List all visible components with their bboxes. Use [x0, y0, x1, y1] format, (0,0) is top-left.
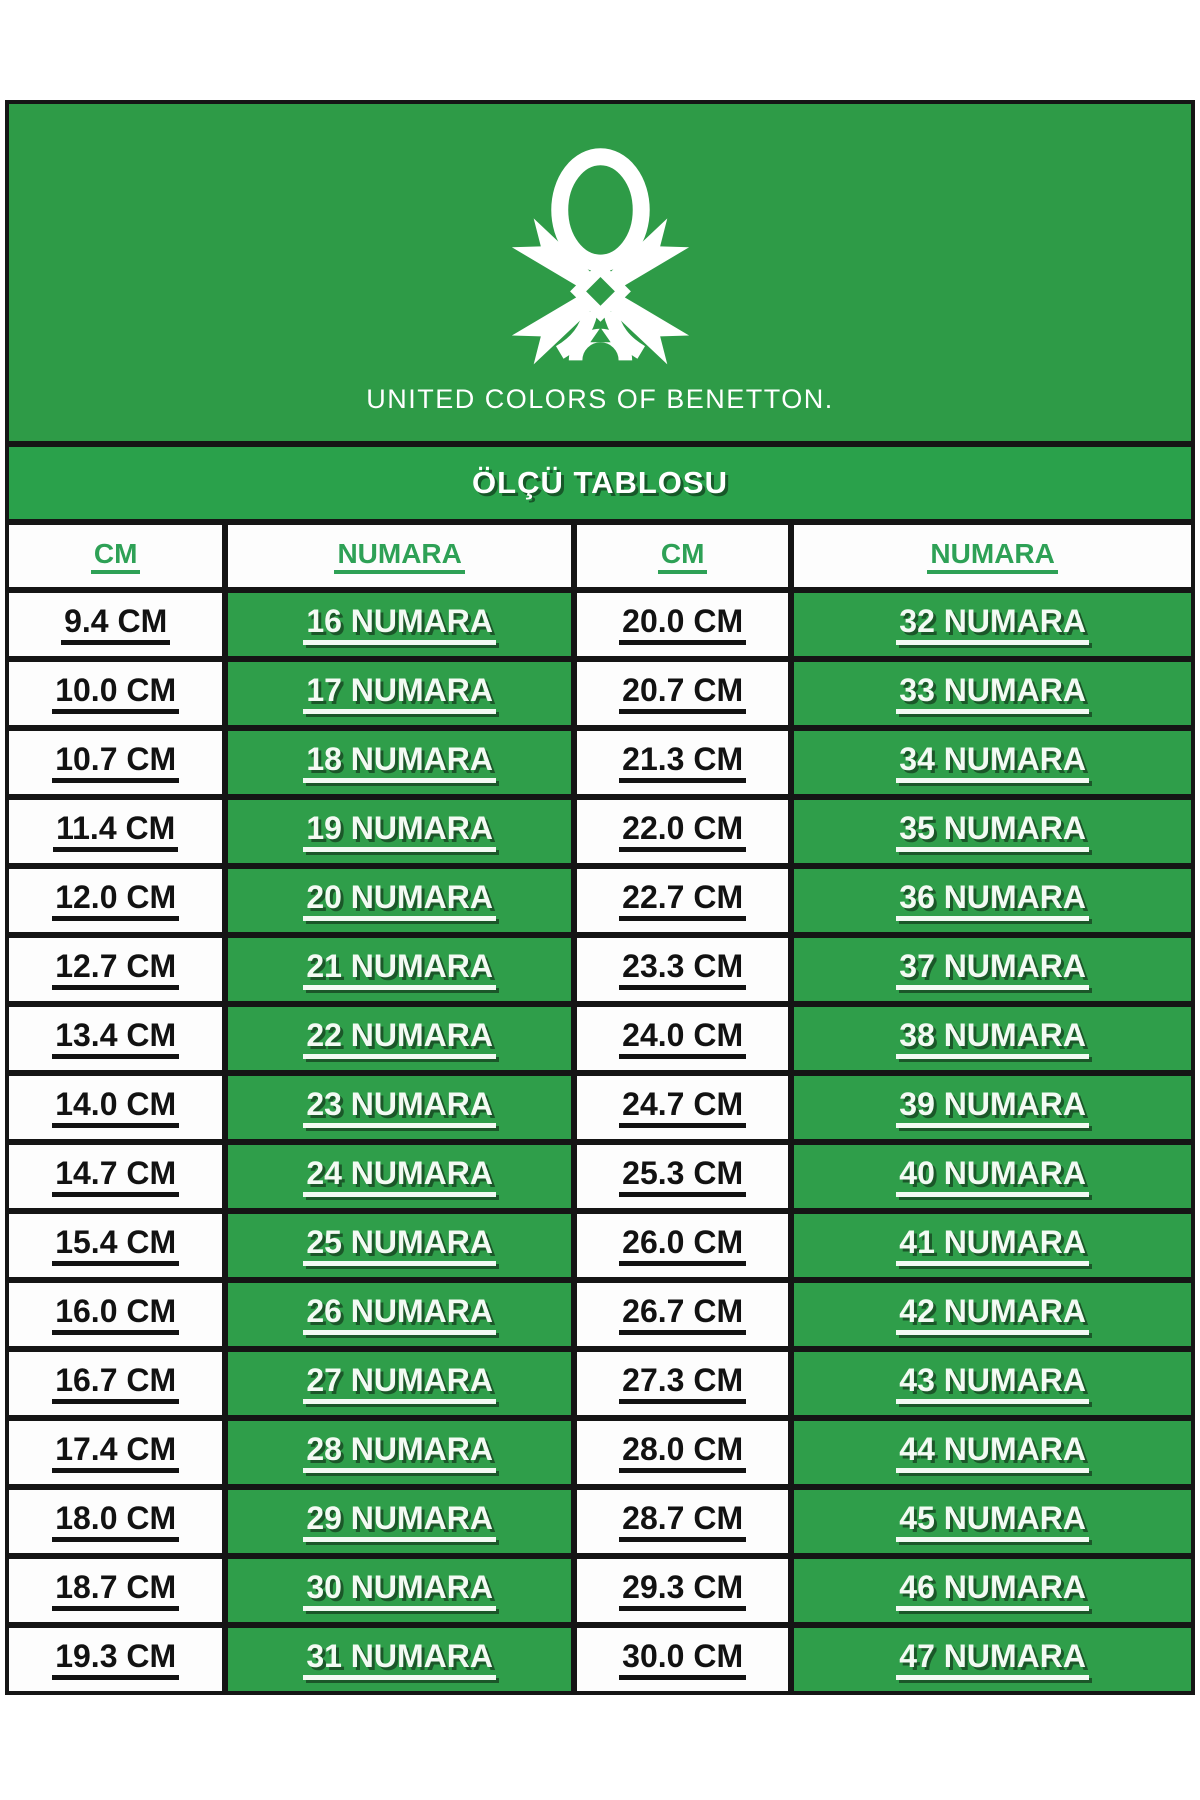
cm-value-cell	[577, 1628, 788, 1691]
cm-value-cell	[577, 1007, 788, 1070]
numara-value: 28 NUMARA	[303, 1432, 496, 1473]
size-table	[9, 525, 1191, 1691]
numara-value-cell	[794, 662, 1191, 725]
brand-header	[9, 104, 1191, 441]
cm-value-cell	[577, 731, 788, 794]
numara-value: 16 NUMARA	[303, 604, 496, 645]
numara-value: 44 NUMARA	[896, 1432, 1089, 1473]
cm-value: 18.0 CM	[52, 1501, 179, 1542]
numara-value-cell	[794, 731, 1191, 794]
numara-value-cell	[794, 869, 1191, 932]
numara-value-cell	[794, 1559, 1191, 1622]
cm-value-cell	[9, 1628, 222, 1691]
cm-value-cell	[9, 1352, 222, 1415]
numara-value-cell	[228, 1007, 571, 1070]
numara-value: 32 NUMARA	[896, 604, 1089, 645]
title-band	[9, 447, 1191, 519]
cm-value-cell	[577, 869, 788, 932]
cm-value: 18.7 CM	[52, 1570, 179, 1611]
numara-value-cell	[794, 1628, 1191, 1691]
cm-value: 14.0 CM	[52, 1087, 179, 1128]
numara-value: 23 NUMARA	[303, 1087, 496, 1128]
numara-value-cell	[228, 938, 571, 1001]
cm-value-cell	[9, 1145, 222, 1208]
cm-value-cell	[577, 1076, 788, 1139]
cm-value-cell	[577, 1421, 788, 1484]
numara-value-cell	[794, 1352, 1191, 1415]
cm-value: 10.0 CM	[52, 673, 179, 714]
cm-value: 13.4 CM	[52, 1018, 179, 1059]
column-header-label: CM	[658, 539, 708, 574]
cm-value: 17.4 CM	[52, 1432, 179, 1473]
cm-value: 10.7 CM	[52, 742, 179, 783]
numara-value: 34 NUMARA	[896, 742, 1089, 783]
cm-value: 25.3 CM	[619, 1156, 746, 1197]
cm-value: 24.7 CM	[619, 1087, 746, 1128]
cm-value-cell	[9, 869, 222, 932]
numara-value-cell	[228, 1559, 571, 1622]
cm-value: 16.0 CM	[52, 1294, 179, 1335]
benetton-knot-icon	[476, 142, 725, 374]
numara-value: 41 NUMARA	[896, 1225, 1089, 1266]
numara-value-cell	[794, 1421, 1191, 1484]
cm-value: 14.7 CM	[52, 1156, 179, 1197]
numara-value-cell	[228, 1076, 571, 1139]
numara-value-cell	[228, 731, 571, 794]
numara-value: 17 NUMARA	[303, 673, 496, 714]
cm-value-cell	[9, 1007, 222, 1070]
cm-value-cell	[9, 731, 222, 794]
cm-value-cell	[9, 800, 222, 863]
numara-value-cell	[794, 1490, 1191, 1553]
cm-value-cell	[577, 800, 788, 863]
numara-value-cell	[794, 1145, 1191, 1208]
numara-value: 37 NUMARA	[896, 949, 1089, 990]
numara-value-cell	[228, 1214, 571, 1277]
cm-value-cell	[577, 1145, 788, 1208]
cm-value: 24.0 CM	[619, 1018, 746, 1059]
cm-value: 19.3 CM	[52, 1639, 179, 1680]
cm-value: 20.7 CM	[619, 673, 746, 714]
numara-value: 21 NUMARA	[303, 949, 496, 990]
numara-value: 22 NUMARA	[303, 1018, 496, 1059]
numara-value-cell	[794, 800, 1191, 863]
cm-value-cell	[9, 1283, 222, 1346]
column-header-cm	[9, 525, 222, 587]
numara-value-cell	[228, 800, 571, 863]
numara-value-cell	[228, 1283, 571, 1346]
cm-value: 28.0 CM	[619, 1432, 746, 1473]
numara-value: 35 NUMARA	[896, 811, 1089, 852]
cm-value-cell	[9, 1421, 222, 1484]
cm-value: 9.4 CM	[61, 604, 170, 645]
numara-value-cell	[228, 1421, 571, 1484]
cm-value-cell	[9, 1076, 222, 1139]
column-header-label: NUMARA	[334, 539, 464, 574]
numara-value: 36 NUMARA	[896, 880, 1089, 921]
cm-value-cell	[577, 662, 788, 725]
numara-value: 43 NUMARA	[896, 1363, 1089, 1404]
numara-value: 24 NUMARA	[303, 1156, 496, 1197]
cm-value-cell	[577, 1490, 788, 1553]
cm-value: 26.0 CM	[619, 1225, 746, 1266]
numara-value: 45 NUMARA	[896, 1501, 1089, 1542]
numara-value: 30 NUMARA	[303, 1570, 496, 1611]
cm-value: 20.0 CM	[619, 604, 746, 645]
column-header-numara	[794, 525, 1191, 587]
numara-value: 27 NUMARA	[303, 1363, 496, 1404]
cm-value-cell	[9, 1559, 222, 1622]
column-header-numara	[228, 525, 571, 587]
numara-value-cell	[794, 1283, 1191, 1346]
cm-value: 27.3 CM	[619, 1363, 746, 1404]
numara-value: 18 NUMARA	[303, 742, 496, 783]
cm-value: 15.4 CM	[52, 1225, 179, 1266]
cm-value: 30.0 CM	[619, 1639, 746, 1680]
cm-value-cell	[577, 1214, 788, 1277]
numara-value-cell	[794, 938, 1191, 1001]
numara-value: 39 NUMARA	[896, 1087, 1089, 1128]
numara-value: 47 NUMARA	[896, 1639, 1089, 1680]
numara-value-cell	[228, 1490, 571, 1553]
column-header-cm	[577, 525, 788, 587]
numara-value-cell	[794, 1076, 1191, 1139]
cm-value-cell	[9, 1214, 222, 1277]
cm-value-cell	[577, 593, 788, 656]
cm-value: 12.7 CM	[52, 949, 179, 990]
numara-value: 20 NUMARA	[303, 880, 496, 921]
numara-value-cell	[794, 1007, 1191, 1070]
numara-value: 38 NUMARA	[896, 1018, 1089, 1059]
title-band-text: ÖLÇÜ TABLOSU	[472, 465, 728, 500]
cm-value: 16.7 CM	[52, 1363, 179, 1404]
cm-value-cell	[577, 1559, 788, 1622]
numara-value: 33 NUMARA	[896, 673, 1089, 714]
cm-value: 11.4 CM	[53, 811, 178, 852]
column-header-label: CM	[91, 539, 141, 574]
cm-value-cell	[9, 1490, 222, 1553]
numara-value: 19 NUMARA	[303, 811, 496, 852]
cm-value: 28.7 CM	[619, 1501, 746, 1542]
size-chart-sheet	[5, 100, 1195, 1695]
numara-value: 31 NUMARA	[303, 1639, 496, 1680]
cm-value-cell	[9, 593, 222, 656]
cm-value-cell	[577, 938, 788, 1001]
cm-value: 29.3 CM	[619, 1570, 746, 1611]
brand-wordmark: UNITED COLORS OF BENETTON.	[366, 384, 834, 414]
numara-value-cell	[228, 1352, 571, 1415]
cm-value: 12.0 CM	[52, 880, 179, 921]
numara-value: 46 NUMARA	[896, 1570, 1089, 1611]
numara-value-cell	[228, 1145, 571, 1208]
cm-value-cell	[577, 1352, 788, 1415]
cm-value: 22.7 CM	[619, 880, 746, 921]
cm-value: 22.0 CM	[619, 811, 746, 852]
cm-value-cell	[577, 1283, 788, 1346]
numara-value: 25 NUMARA	[303, 1225, 496, 1266]
numara-value: 40 NUMARA	[896, 1156, 1089, 1197]
cm-value-cell	[9, 938, 222, 1001]
cm-value: 21.3 CM	[619, 742, 746, 783]
numara-value: 26 NUMARA	[303, 1294, 496, 1335]
cm-value: 23.3 CM	[619, 949, 746, 990]
numara-value-cell	[228, 869, 571, 932]
numara-value-cell	[228, 662, 571, 725]
numara-value-cell	[794, 593, 1191, 656]
cm-value-cell	[9, 662, 222, 725]
cm-value: 26.7 CM	[619, 1294, 746, 1335]
numara-value-cell	[794, 1214, 1191, 1277]
numara-value-cell	[228, 593, 571, 656]
numara-value: 42 NUMARA	[896, 1294, 1089, 1335]
column-header-label: NUMARA	[927, 539, 1057, 574]
numara-value-cell	[228, 1628, 571, 1691]
numara-value: 29 NUMARA	[303, 1501, 496, 1542]
